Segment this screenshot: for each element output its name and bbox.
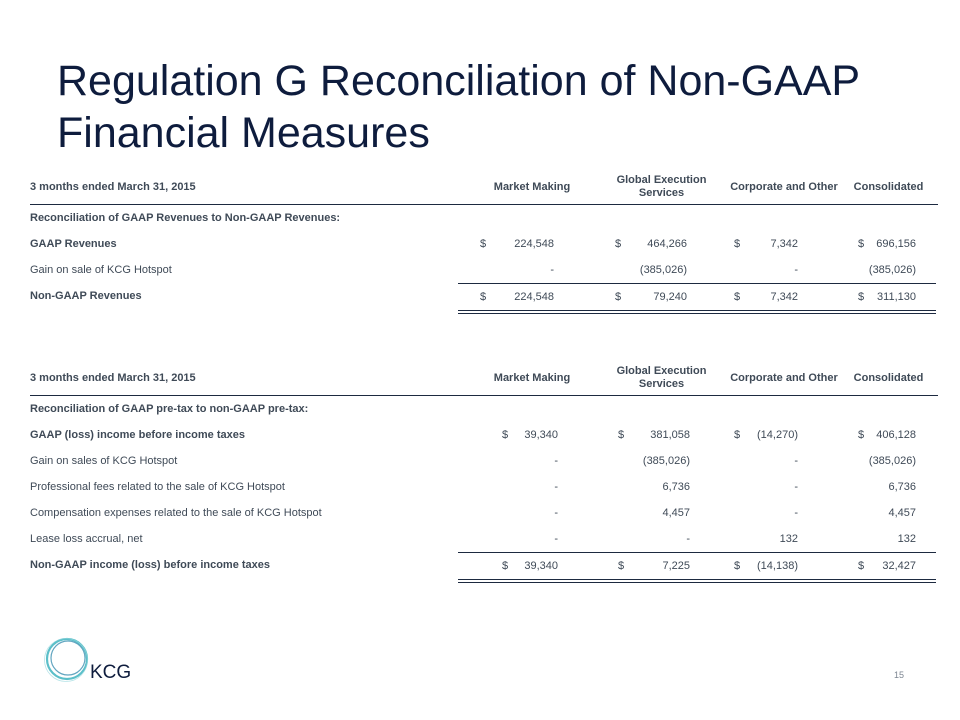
row-label: Non-GAAP income (loss) before income taxes xyxy=(30,559,271,571)
value-cell: $ 224,548 xyxy=(480,238,554,250)
value-cell: $ 311,130 xyxy=(798,283,936,310)
value-cell: (385,026) xyxy=(868,264,916,276)
value-cell: 6,736 xyxy=(888,481,916,493)
period-label: 3 months ended March 31, 2015 xyxy=(30,372,196,384)
table-row xyxy=(30,257,938,283)
value-cell: 6,736 xyxy=(662,481,690,493)
kcg-logo-text: KCG xyxy=(90,662,132,683)
period-label: 3 months ended March 31, 2015 xyxy=(30,181,196,193)
value-cell: - xyxy=(554,507,558,519)
table-row xyxy=(30,500,938,526)
value-cell: - xyxy=(550,264,554,276)
table-row xyxy=(30,231,938,257)
row-label: Compensation expenses related to the sale of KCG Hotspot xyxy=(30,507,322,519)
table-header-row xyxy=(30,170,938,205)
value-cell: $ (14,270) xyxy=(734,429,798,441)
value-cell: $ 696,156 xyxy=(858,238,916,250)
row-label: Gain on sales of KCG Hotspot xyxy=(30,455,178,467)
value-cell: $ 406,128 xyxy=(858,429,916,441)
value-cell: (385,026) xyxy=(639,264,687,276)
column-header-global-execution-services: Global Execution Services xyxy=(616,365,707,390)
row-label: Non-GAAP Revenues xyxy=(30,290,142,302)
value-cell: $ 32,427 xyxy=(798,552,936,579)
value-cell: - xyxy=(794,264,798,276)
column-header-market-making: Market Making xyxy=(493,371,571,384)
value-cell: 4,457 xyxy=(888,507,916,519)
table-row xyxy=(30,526,938,552)
total-row xyxy=(30,552,938,578)
value-cell: - xyxy=(794,481,798,493)
value-cell: $ 381,058 xyxy=(618,429,690,441)
table-header-row xyxy=(30,361,938,396)
value-cell: - xyxy=(794,507,798,519)
column-header-corporate-and-other: Corporate and Other xyxy=(730,371,838,384)
column-header-market-making: Market Making xyxy=(493,180,571,193)
table-row xyxy=(30,448,938,474)
value-cell: $ 464,266 xyxy=(615,238,687,250)
value-cell: - xyxy=(686,533,690,545)
value-cell: - xyxy=(554,533,558,545)
value-cell: - xyxy=(554,455,558,467)
section-label: Reconciliation of GAAP Revenues to Non-GAAP Revenues: xyxy=(30,212,341,224)
value-cell: (385,026) xyxy=(642,455,690,467)
row-label: Lease loss accrual, net xyxy=(30,533,143,545)
row-label: Gain on sale of KCG Hotspot xyxy=(30,264,172,276)
table-row xyxy=(30,474,938,500)
value-cell: $ 39,340 xyxy=(458,552,558,579)
row-label: GAAP Revenues xyxy=(30,238,117,250)
column-header-global-execution-services: Global Execution Services xyxy=(616,174,707,199)
revenues-reconciliation-table xyxy=(30,170,938,309)
row-label: Professional fees related to the sale of KCG Hotspot xyxy=(30,481,285,493)
value-cell: $ 224,548 xyxy=(458,283,554,310)
slide-title-line-1: Regulation G Reconciliation of Non-GAAP xyxy=(57,57,861,105)
column-header-corporate-and-other: Corporate and Other xyxy=(730,180,838,193)
value-cell: 132 xyxy=(897,533,916,545)
section-label: Reconciliation of GAAP pre-tax to non-GAAP pre-tax: xyxy=(30,403,309,415)
total-row xyxy=(30,283,938,309)
column-header-consolidated: Consolidated xyxy=(853,371,924,384)
page-number: 15 xyxy=(893,670,904,680)
section-row xyxy=(30,396,938,422)
value-cell: - xyxy=(794,455,798,467)
slide-title-line-2: Financial Measures xyxy=(57,109,430,157)
pretax-reconciliation-table xyxy=(30,361,938,578)
column-header-consolidated: Consolidated xyxy=(853,180,924,193)
value-cell: $ 39,340 xyxy=(502,429,558,441)
value-cell: (385,026) xyxy=(868,455,916,467)
kcg-logo-icon xyxy=(44,634,94,684)
row-label: GAAP (loss) income before income taxes xyxy=(30,429,245,441)
section-row xyxy=(30,205,938,231)
value-cell: 132 xyxy=(779,533,798,545)
table-row xyxy=(30,422,938,448)
value-cell: $ 79,240 xyxy=(554,283,687,310)
value-cell: $ 7,225 xyxy=(558,552,690,579)
value-cell: $ 7,342 xyxy=(687,283,798,310)
slide-title xyxy=(57,55,917,159)
value-cell: $ 7,342 xyxy=(734,238,798,250)
value-cell: - xyxy=(554,481,558,493)
value-cell: $ (14,138) xyxy=(690,552,798,579)
value-cell: 4,457 xyxy=(662,507,690,519)
